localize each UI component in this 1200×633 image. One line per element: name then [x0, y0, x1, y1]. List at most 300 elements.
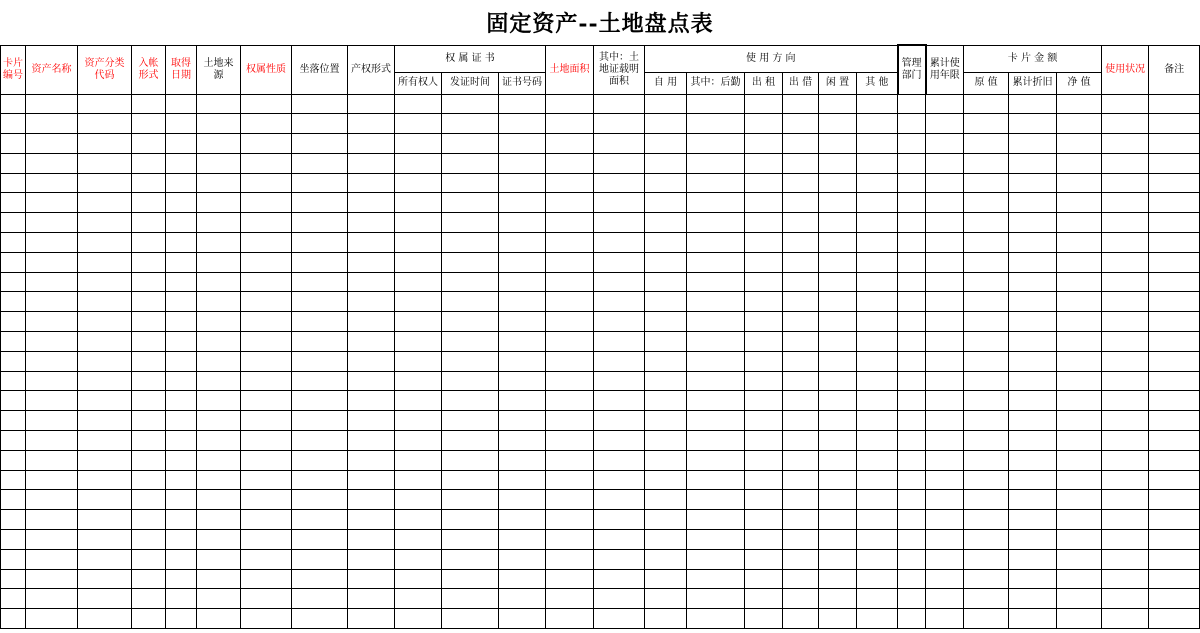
table-cell[interactable] [783, 549, 819, 569]
table-cell[interactable] [1009, 411, 1057, 431]
table-cell[interactable] [348, 332, 395, 352]
table-cell[interactable] [132, 589, 166, 609]
table-cell[interactable] [594, 569, 645, 589]
table-cell[interactable] [926, 134, 964, 154]
table-cell[interactable] [1102, 292, 1149, 312]
table-cell[interactable] [857, 94, 898, 114]
table-cell[interactable] [499, 589, 546, 609]
table-cell[interactable] [1102, 272, 1149, 292]
table-cell[interactable] [26, 351, 78, 371]
table-cell[interactable] [594, 450, 645, 470]
table-cell[interactable] [26, 272, 78, 292]
table-cell[interactable] [241, 312, 292, 332]
table-cell[interactable] [1009, 153, 1057, 173]
table-cell[interactable] [132, 391, 166, 411]
table-cell[interactable] [442, 549, 499, 569]
table-cell[interactable] [1009, 530, 1057, 550]
table-cell[interactable] [132, 530, 166, 550]
table-cell[interactable] [594, 351, 645, 371]
table-cell[interactable] [964, 134, 1009, 154]
table-cell[interactable] [78, 431, 132, 451]
table-cell[interactable] [442, 332, 499, 352]
table-cell[interactable] [442, 450, 499, 470]
table-cell[interactable] [926, 233, 964, 253]
table-cell[interactable] [1102, 252, 1149, 272]
table-cell[interactable] [292, 589, 348, 609]
table-cell[interactable] [745, 292, 783, 312]
table-cell[interactable] [1149, 431, 1200, 451]
table-cell[interactable] [348, 233, 395, 253]
table-cell[interactable] [687, 411, 745, 431]
table-cell[interactable] [964, 450, 1009, 470]
table-cell[interactable] [898, 530, 926, 550]
table-cell[interactable] [687, 193, 745, 213]
table-cell[interactable] [395, 272, 442, 292]
table-cell[interactable] [1102, 411, 1149, 431]
table-cell[interactable] [745, 490, 783, 510]
table-cell[interactable] [1009, 589, 1057, 609]
table-cell[interactable] [857, 213, 898, 233]
table-cell[interactable] [1, 371, 26, 391]
table-cell[interactable] [745, 173, 783, 193]
table-cell[interactable] [78, 134, 132, 154]
table-cell[interactable] [1057, 490, 1102, 510]
table-cell[interactable] [819, 490, 857, 510]
table-cell[interactable] [783, 153, 819, 173]
table-cell[interactable] [1, 134, 26, 154]
table-cell[interactable] [26, 193, 78, 213]
table-cell[interactable] [745, 312, 783, 332]
table-cell[interactable] [926, 490, 964, 510]
table-cell[interactable] [78, 510, 132, 530]
table-cell[interactable] [1009, 431, 1057, 451]
table-cell[interactable] [395, 153, 442, 173]
table-cell[interactable] [26, 371, 78, 391]
table-cell[interactable] [241, 549, 292, 569]
table-cell[interactable] [745, 213, 783, 233]
table-cell[interactable] [1057, 371, 1102, 391]
table-cell[interactable] [645, 351, 687, 371]
table-cell[interactable] [1102, 173, 1149, 193]
table-cell[interactable] [645, 94, 687, 114]
table-cell[interactable] [687, 292, 745, 312]
table-cell[interactable] [197, 431, 241, 451]
table-cell[interactable] [197, 490, 241, 510]
table-cell[interactable] [395, 450, 442, 470]
table-cell[interactable] [1102, 213, 1149, 233]
table-cell[interactable] [26, 411, 78, 431]
table-cell[interactable] [1, 332, 26, 352]
table-cell[interactable] [898, 332, 926, 352]
table-cell[interactable] [687, 173, 745, 193]
table-cell[interactable] [783, 213, 819, 233]
table-cell[interactable] [1149, 134, 1200, 154]
table-cell[interactable] [898, 490, 926, 510]
table-cell[interactable] [78, 569, 132, 589]
table-cell[interactable] [1149, 332, 1200, 352]
table-cell[interactable] [1149, 589, 1200, 609]
table-cell[interactable] [687, 549, 745, 569]
table-cell[interactable] [132, 173, 166, 193]
table-cell[interactable] [197, 193, 241, 213]
table-cell[interactable] [546, 549, 594, 569]
table-cell[interactable] [745, 233, 783, 253]
table-cell[interactable] [745, 272, 783, 292]
table-cell[interactable] [964, 233, 1009, 253]
table-cell[interactable] [1102, 114, 1149, 134]
table-cell[interactable] [499, 391, 546, 411]
table-cell[interactable] [645, 510, 687, 530]
table-cell[interactable] [783, 252, 819, 272]
table-cell[interactable] [132, 272, 166, 292]
table-cell[interactable] [292, 490, 348, 510]
table-cell[interactable] [546, 351, 594, 371]
table-cell[interactable] [819, 569, 857, 589]
table-cell[interactable] [241, 173, 292, 193]
table-cell[interactable] [132, 292, 166, 312]
table-cell[interactable] [926, 609, 964, 629]
table-cell[interactable] [348, 569, 395, 589]
table-cell[interactable] [898, 94, 926, 114]
table-cell[interactable] [132, 134, 166, 154]
table-cell[interactable] [1009, 569, 1057, 589]
table-cell[interactable] [241, 411, 292, 431]
table-cell[interactable] [926, 213, 964, 233]
table-cell[interactable] [132, 431, 166, 451]
table-cell[interactable] [442, 530, 499, 550]
table-cell[interactable] [348, 371, 395, 391]
table-cell[interactable] [395, 470, 442, 490]
table-cell[interactable] [442, 134, 499, 154]
table-cell[interactable] [898, 431, 926, 451]
table-cell[interactable] [857, 272, 898, 292]
table-cell[interactable] [26, 490, 78, 510]
table-cell[interactable] [395, 609, 442, 629]
table-cell[interactable] [166, 450, 197, 470]
table-cell[interactable] [745, 391, 783, 411]
table-cell[interactable] [546, 134, 594, 154]
table-cell[interactable] [926, 431, 964, 451]
table-cell[interactable] [1, 589, 26, 609]
table-cell[interactable] [197, 549, 241, 569]
table-cell[interactable] [442, 312, 499, 332]
table-cell[interactable] [26, 510, 78, 530]
table-cell[interactable] [442, 153, 499, 173]
table-cell[interactable] [594, 233, 645, 253]
table-cell[interactable] [292, 371, 348, 391]
table-cell[interactable] [1149, 272, 1200, 292]
table-cell[interactable] [819, 391, 857, 411]
table-cell[interactable] [964, 312, 1009, 332]
table-cell[interactable] [241, 252, 292, 272]
table-cell[interactable] [783, 530, 819, 550]
table-cell[interactable] [395, 411, 442, 431]
table-cell[interactable] [132, 609, 166, 629]
table-cell[interactable] [819, 94, 857, 114]
table-cell[interactable] [395, 134, 442, 154]
table-cell[interactable] [645, 609, 687, 629]
table-cell[interactable] [395, 490, 442, 510]
table-cell[interactable] [1057, 589, 1102, 609]
table-cell[interactable] [1057, 272, 1102, 292]
table-cell[interactable] [819, 351, 857, 371]
table-cell[interactable] [745, 569, 783, 589]
table-cell[interactable] [1, 351, 26, 371]
table-cell[interactable] [819, 134, 857, 154]
table-cell[interactable] [687, 589, 745, 609]
table-cell[interactable] [1102, 569, 1149, 589]
table-cell[interactable] [132, 549, 166, 569]
table-cell[interactable] [348, 391, 395, 411]
table-cell[interactable] [26, 530, 78, 550]
table-cell[interactable] [132, 411, 166, 431]
table-cell[interactable] [898, 272, 926, 292]
table-cell[interactable] [166, 233, 197, 253]
table-cell[interactable] [546, 411, 594, 431]
table-cell[interactable] [166, 272, 197, 292]
table-cell[interactable] [745, 351, 783, 371]
table-cell[interactable] [857, 233, 898, 253]
table-cell[interactable] [26, 609, 78, 629]
table-cell[interactable] [1149, 252, 1200, 272]
table-cell[interactable] [442, 510, 499, 530]
table-cell[interactable] [546, 252, 594, 272]
table-cell[interactable] [1057, 114, 1102, 134]
table-cell[interactable] [546, 609, 594, 629]
table-cell[interactable] [78, 114, 132, 134]
table-cell[interactable] [442, 431, 499, 451]
table-cell[interactable] [292, 450, 348, 470]
table-cell[interactable] [783, 391, 819, 411]
table-cell[interactable] [645, 312, 687, 332]
table-cell[interactable] [687, 114, 745, 134]
table-cell[interactable] [1057, 391, 1102, 411]
table-cell[interactable] [645, 490, 687, 510]
table-cell[interactable] [857, 470, 898, 490]
table-cell[interactable] [132, 490, 166, 510]
table-cell[interactable] [1057, 292, 1102, 312]
table-cell[interactable] [546, 153, 594, 173]
table-cell[interactable] [1, 292, 26, 312]
table-cell[interactable] [1149, 193, 1200, 213]
table-cell[interactable] [645, 292, 687, 312]
table-cell[interactable] [783, 470, 819, 490]
table-cell[interactable] [1057, 213, 1102, 233]
table-cell[interactable] [594, 134, 645, 154]
table-cell[interactable] [783, 371, 819, 391]
table-cell[interactable] [166, 153, 197, 173]
table-cell[interactable] [687, 332, 745, 352]
table-cell[interactable] [964, 213, 1009, 233]
table-cell[interactable] [745, 411, 783, 431]
table-cell[interactable] [898, 114, 926, 134]
table-cell[interactable] [645, 193, 687, 213]
table-cell[interactable] [26, 134, 78, 154]
table-cell[interactable] [926, 569, 964, 589]
table-cell[interactable] [645, 450, 687, 470]
table-cell[interactable] [594, 312, 645, 332]
table-cell[interactable] [687, 490, 745, 510]
table-cell[interactable] [645, 549, 687, 569]
table-cell[interactable] [645, 431, 687, 451]
table-cell[interactable] [745, 470, 783, 490]
table-cell[interactable] [745, 589, 783, 609]
table-cell[interactable] [292, 134, 348, 154]
table-cell[interactable] [166, 391, 197, 411]
table-cell[interactable] [898, 134, 926, 154]
table-cell[interactable] [857, 134, 898, 154]
table-cell[interactable] [499, 272, 546, 292]
table-cell[interactable] [1057, 510, 1102, 530]
table-cell[interactable] [132, 312, 166, 332]
table-cell[interactable] [1149, 470, 1200, 490]
table-cell[interactable] [687, 391, 745, 411]
table-cell[interactable] [546, 510, 594, 530]
table-cell[interactable] [348, 94, 395, 114]
table-cell[interactable] [78, 332, 132, 352]
table-cell[interactable] [1009, 213, 1057, 233]
table-cell[interactable] [898, 450, 926, 470]
table-cell[interactable] [292, 530, 348, 550]
table-cell[interactable] [241, 470, 292, 490]
table-cell[interactable] [645, 233, 687, 253]
table-cell[interactable] [241, 510, 292, 530]
table-cell[interactable] [197, 153, 241, 173]
table-cell[interactable] [926, 371, 964, 391]
table-cell[interactable] [499, 569, 546, 589]
table-cell[interactable] [1, 510, 26, 530]
table-cell[interactable] [687, 94, 745, 114]
table-cell[interactable] [1149, 391, 1200, 411]
table-cell[interactable] [1009, 609, 1057, 629]
table-cell[interactable] [166, 470, 197, 490]
table-cell[interactable] [857, 450, 898, 470]
table-cell[interactable] [197, 411, 241, 431]
table-cell[interactable] [1009, 549, 1057, 569]
table-cell[interactable] [964, 391, 1009, 411]
table-cell[interactable] [546, 332, 594, 352]
table-cell[interactable] [546, 450, 594, 470]
table-cell[interactable] [132, 252, 166, 272]
table-cell[interactable] [395, 292, 442, 312]
table-cell[interactable] [1057, 569, 1102, 589]
table-cell[interactable] [783, 134, 819, 154]
table-cell[interactable] [819, 213, 857, 233]
table-cell[interactable] [348, 272, 395, 292]
table-cell[interactable] [132, 213, 166, 233]
table-cell[interactable] [1057, 431, 1102, 451]
table-cell[interactable] [292, 351, 348, 371]
table-cell[interactable] [1057, 609, 1102, 629]
table-cell[interactable] [819, 411, 857, 431]
table-cell[interactable] [78, 292, 132, 312]
table-cell[interactable] [499, 332, 546, 352]
table-cell[interactable] [499, 490, 546, 510]
table-cell[interactable] [348, 134, 395, 154]
table-cell[interactable] [926, 312, 964, 332]
table-cell[interactable] [645, 332, 687, 352]
table-cell[interactable] [926, 470, 964, 490]
table-cell[interactable] [926, 510, 964, 530]
table-cell[interactable] [348, 213, 395, 233]
table-cell[interactable] [645, 173, 687, 193]
table-cell[interactable] [745, 134, 783, 154]
table-cell[interactable] [898, 173, 926, 193]
table-cell[interactable] [1057, 549, 1102, 569]
table-cell[interactable] [926, 94, 964, 114]
table-cell[interactable] [1149, 213, 1200, 233]
table-cell[interactable] [26, 450, 78, 470]
table-cell[interactable] [26, 332, 78, 352]
table-cell[interactable] [898, 391, 926, 411]
table-cell[interactable] [857, 193, 898, 213]
table-cell[interactable] [292, 510, 348, 530]
table-cell[interactable] [292, 411, 348, 431]
table-cell[interactable] [745, 549, 783, 569]
table-cell[interactable] [166, 490, 197, 510]
table-cell[interactable] [645, 153, 687, 173]
table-cell[interactable] [1, 490, 26, 510]
table-cell[interactable] [26, 94, 78, 114]
table-cell[interactable] [898, 609, 926, 629]
table-cell[interactable] [546, 233, 594, 253]
table-cell[interactable] [687, 450, 745, 470]
table-cell[interactable] [197, 233, 241, 253]
table-cell[interactable] [964, 569, 1009, 589]
table-cell[interactable] [1149, 549, 1200, 569]
table-cell[interactable] [857, 411, 898, 431]
table-cell[interactable] [783, 450, 819, 470]
table-cell[interactable] [132, 94, 166, 114]
table-cell[interactable] [964, 173, 1009, 193]
table-cell[interactable] [546, 530, 594, 550]
table-cell[interactable] [819, 193, 857, 213]
table-cell[interactable] [687, 431, 745, 451]
table-cell[interactable] [1102, 589, 1149, 609]
table-cell[interactable] [819, 530, 857, 550]
table-cell[interactable] [594, 371, 645, 391]
table-cell[interactable] [783, 589, 819, 609]
table-cell[interactable] [1149, 292, 1200, 312]
table-cell[interactable] [926, 193, 964, 213]
table-cell[interactable] [1102, 609, 1149, 629]
table-cell[interactable] [1057, 530, 1102, 550]
table-cell[interactable] [1, 569, 26, 589]
table-cell[interactable] [166, 193, 197, 213]
table-cell[interactable] [442, 94, 499, 114]
table-cell[interactable] [546, 213, 594, 233]
table-cell[interactable] [819, 332, 857, 352]
table-cell[interactable] [745, 94, 783, 114]
table-cell[interactable] [898, 213, 926, 233]
table-cell[interactable] [857, 114, 898, 134]
table-cell[interactable] [857, 510, 898, 530]
table-cell[interactable] [78, 470, 132, 490]
table-cell[interactable] [964, 530, 1009, 550]
table-cell[interactable] [241, 114, 292, 134]
table-cell[interactable] [78, 609, 132, 629]
table-cell[interactable] [857, 252, 898, 272]
table-cell[interactable] [898, 351, 926, 371]
table-cell[interactable] [964, 589, 1009, 609]
table-cell[interactable] [395, 351, 442, 371]
table-cell[interactable] [241, 193, 292, 213]
table-cell[interactable] [78, 450, 132, 470]
table-cell[interactable] [78, 94, 132, 114]
table-cell[interactable] [166, 292, 197, 312]
table-cell[interactable] [499, 351, 546, 371]
table-cell[interactable] [926, 292, 964, 312]
